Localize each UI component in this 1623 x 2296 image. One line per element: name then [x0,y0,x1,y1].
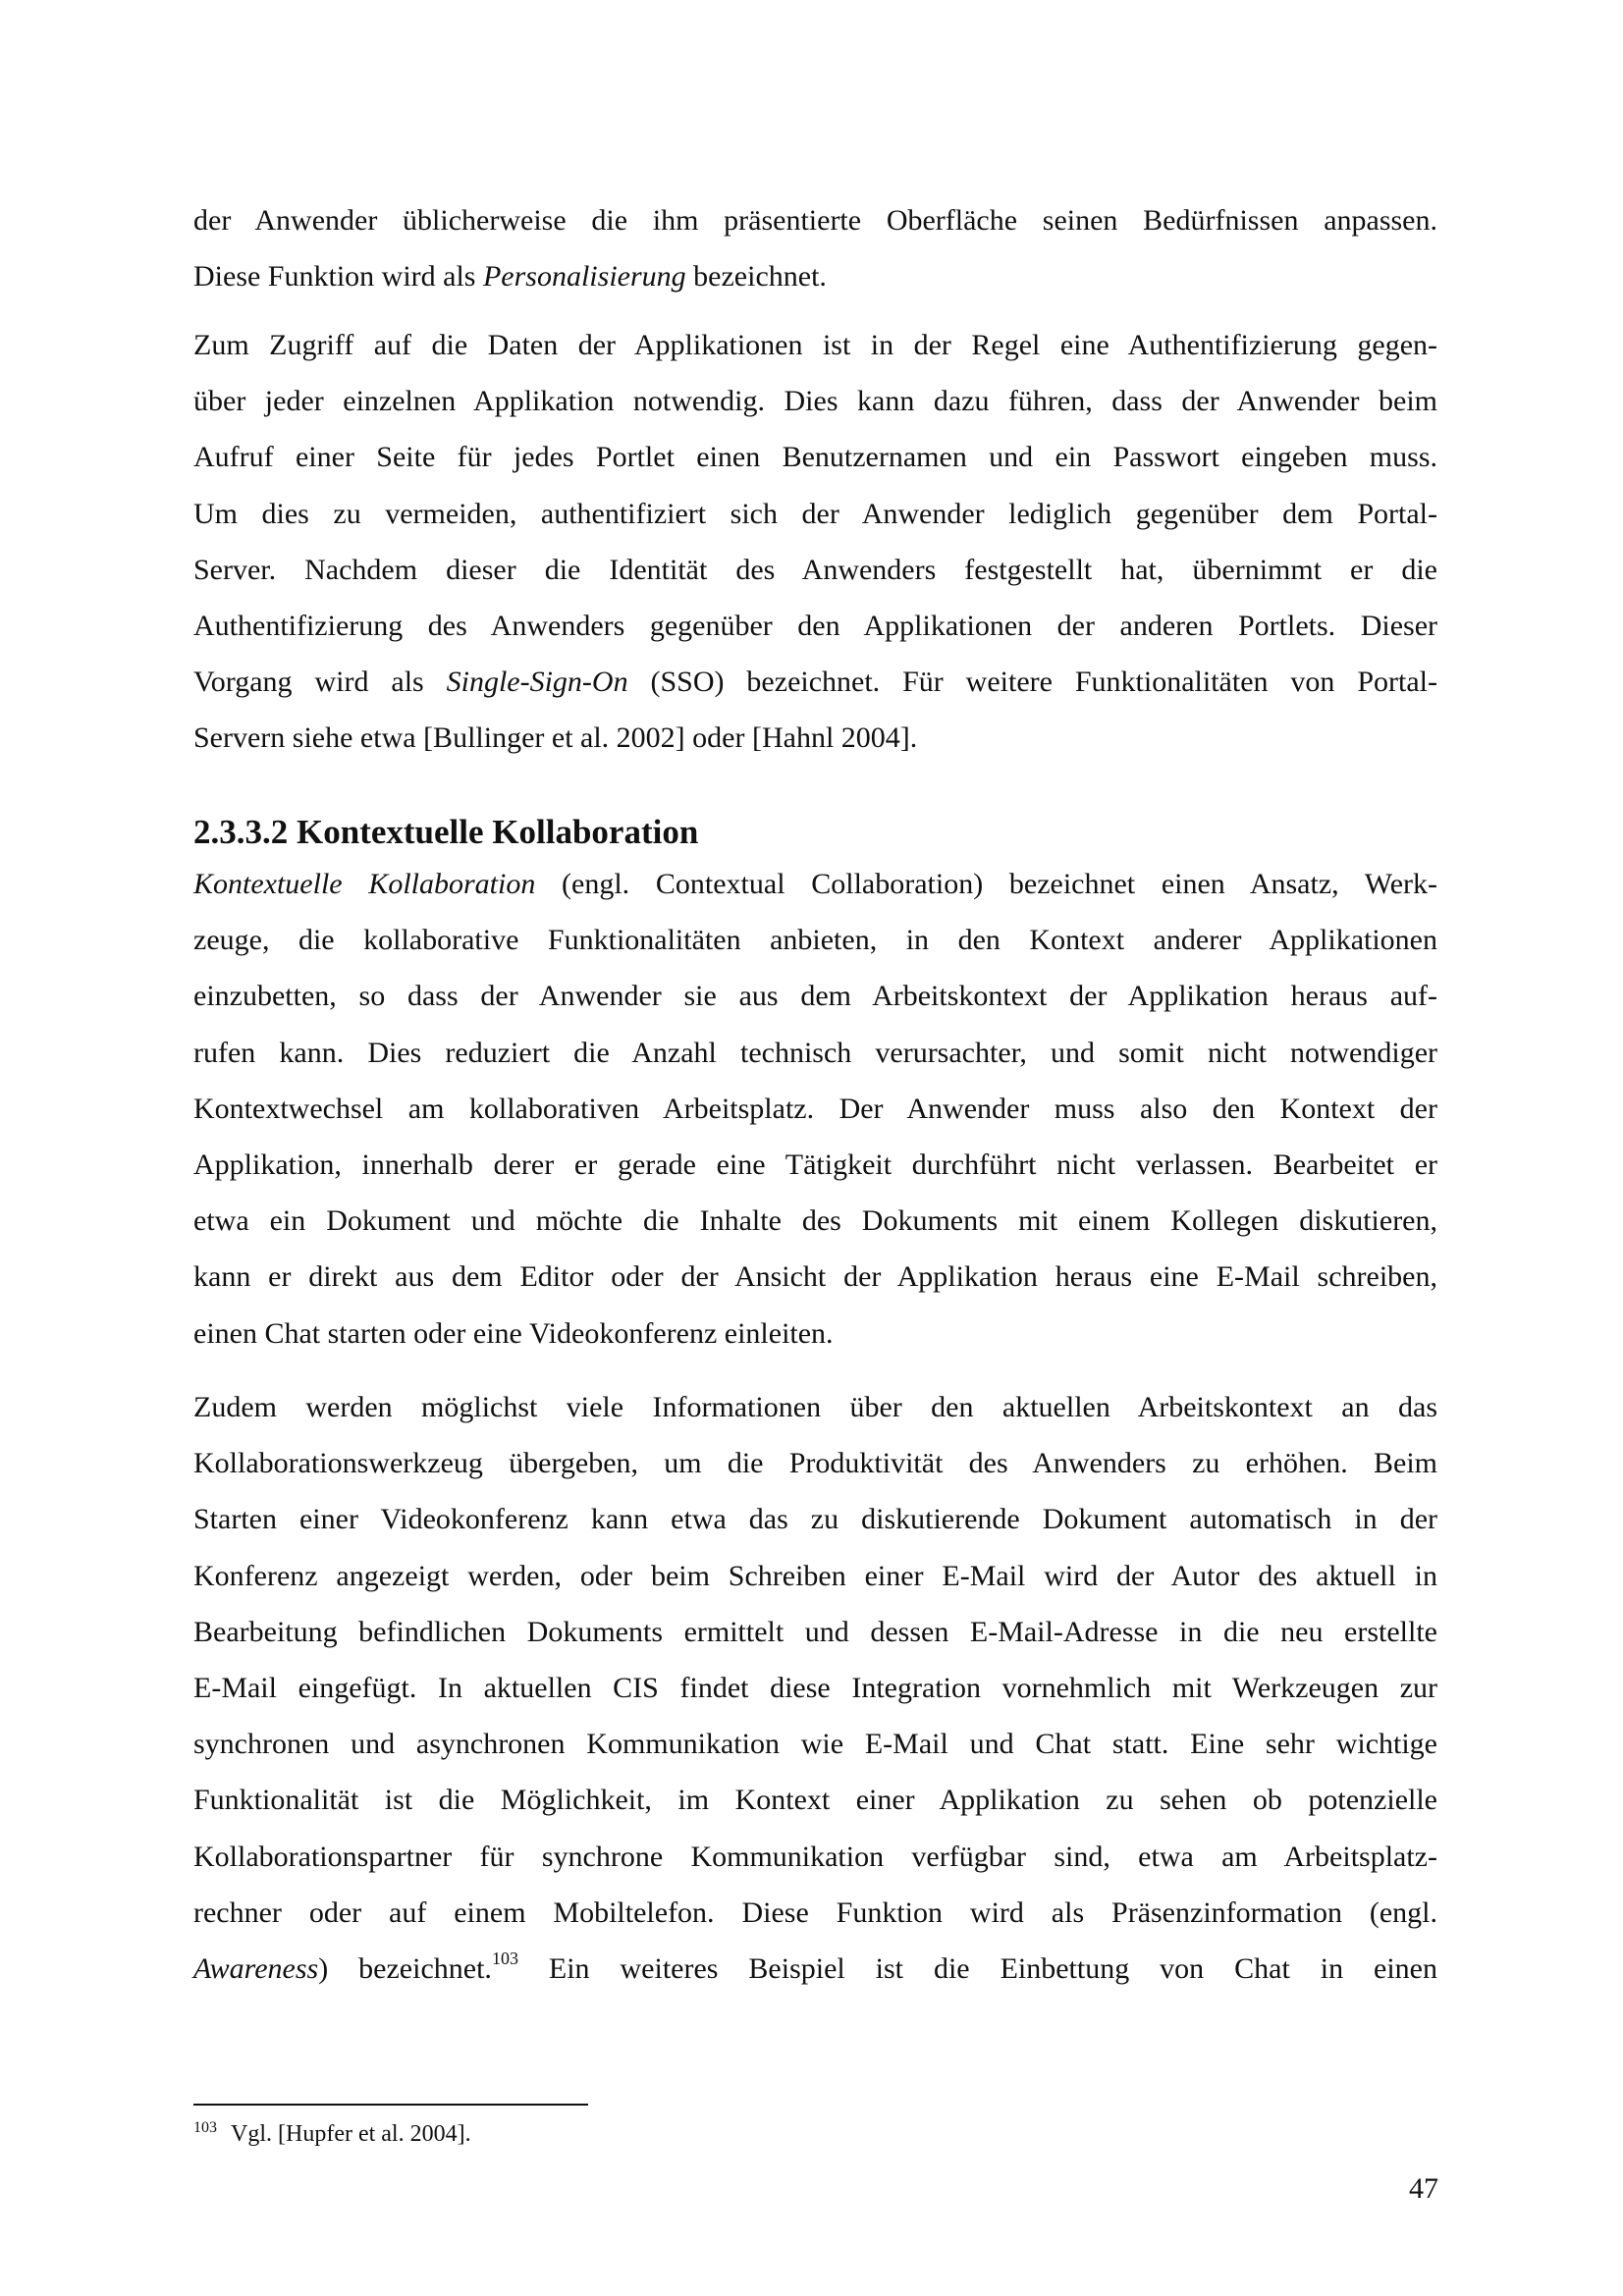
section-heading-block [193,808,1437,857]
text-line: Server. Nachdem dieser die Identität des Anwenders festgestellt hat, übernimmt er die [193,553,1437,586]
text-line: Aufruf einer Seite für jedes Portlet einen Benutzernamen und ein Passwort eingeben muss. [193,441,1437,474]
text-line: Konferenz angezeigt werden, oder beim Schreiben einer E-Mail wird der Autor des aktuell in [193,1559,1437,1592]
section-heading: 2.3.3.2 Kontextuelle Kollaboration [193,813,699,851]
paragraph-kontextuelle-kollaboration [193,856,1437,1362]
text-line: synchronen und asynchronen Kommunikation wie E-Mail und Chat statt. Eine sehr wichtige [193,1728,1437,1761]
term-personalisierung: Personalisierung [482,260,686,294]
paragraph-personalisierung [193,192,1437,304]
text-line: Awareness) bezeichnet.$^{103}$ Ein weiteres Beispiel ist die Einbettung von Chat in einen [193,1949,1437,1986]
text-line: kann er direkt aus dem Editor oder der Ansicht der Applikation heraus eine E-Mail schreiben, [193,1260,1437,1294]
text-line: Kontextwechsel am kollaborativen Arbeitsplatz. Der Anwender muss also den Kontext der [193,1092,1437,1125]
text-line: rufen kann. Dies reduziert die Anzahl technisch verursachter, und somit nicht notwendiger [193,1036,1437,1069]
text-line: Diese Funktion wird als Personalisierung bezeichnet. [193,260,827,294]
text-line: Bearbeitung befindlichen Dokuments ermittelt und dessen E-Mail-Adresse in die neu erstellte [193,1615,1437,1648]
text-line: Um dies zu vermeiden, authentifiziert sich der Anwender lediglich gegenüber dem Portal- [193,497,1437,530]
text-line: Kollaborationspartner für synchrone Kommunikation verfügbar sind, etwa am Arbeitsplatz- [193,1840,1437,1873]
text-line: Starten einer Videokonferenz kann etwa das zu diskutierende Dokument automatisch in der [193,1503,1437,1536]
text-line: Zudem werden möglichst viele Informationen über den aktuellen Arbeitskontext an das [193,1391,1437,1423]
term-awareness: Awareness [193,1952,319,1986]
text-line: Authentifizierung des Anwenders gegenüber den Applikationen der anderen Portlets. Dieser [193,610,1437,643]
footnote-reference[interactable]: 103 [491,1949,518,1969]
footnote-number: 103 [193,2119,217,2136]
term-kontextuelle-kollaboration: Kontextuelle Kollaboration [193,868,536,900]
text-line: Zum Zugriff auf die Daten der Applikationen ist in der Regel eine Authentifizierung gegen- [193,329,1437,361]
text-line: Kollaborationswerkzeug übergeben, um die Produktivität des Anwenders zu erhöhen. Beim [193,1447,1437,1480]
paragraph-awareness [193,1379,1437,2001]
text-line: über jeder einzelnen Applikation notwendig. Dies kann dazu führen, dass der Anwender beim [193,385,1437,418]
text-line: E-Mail eingefügt. In aktuellen CIS findet diese Integration vornehmlich mit Werkzeugen zur [193,1672,1437,1705]
text-line: rechner oder auf einem Mobiltelefon. Diese Funktion wird als Präsenzinformation (engl. [193,1896,1437,1929]
term-single-sign-on: Single-Sign-On [446,666,628,699]
text-line: Vorgang wird als Single-Sign-On (SSO) bezeichnet. Für weitere Funktionalitäten von Portal- [193,666,1437,699]
text-line: Funktionalität ist die Möglichkeit, im Kontext einer Applikation zu sehen ob potenzielle [193,1784,1437,1817]
text-line: der Anwender üblicherweise die ihm präsentierte Oberfläche seinen Bedürfnissen anpassen. [193,204,1437,237]
text-line: einzubetten, so dass der Anwender sie aus dem Arbeitskontext der Applikation heraus auf- [193,980,1437,1013]
text-line: Servern siehe etwa [Bullinger et al. 2002] oder [Hahnl 2004]. [193,721,918,755]
text-line: einen Chat starten oder eine Videokonferenz einleiten. [193,1316,834,1350]
text-line: Kontextuelle Kollaboration (engl. Contextual Collaboration) bezeichnet einen Ansatz, Werk- [193,868,1438,900]
text-line: Applikation, innerhalb derer er gerade eine Tätigkeit durchführt nicht verlassen. Bearbeitet er [193,1148,1437,1182]
page-number: 47 [1409,2172,1438,2205]
footnote [193,2118,471,2153]
footnote-divider [193,2104,588,2106]
footnote-text: Vgl. [Hupfer et al. 2004]. [231,2121,471,2147]
paragraph-sso [193,317,1437,767]
text-line: etwa ein Dokument und möchte die Inhalte des Dokuments mit einem Kollegen diskutieren, [193,1204,1437,1238]
text-line: zeuge, die kollaborative Funktionalitäten anbieten, in den Kontext anderer Applikationen [193,924,1437,957]
